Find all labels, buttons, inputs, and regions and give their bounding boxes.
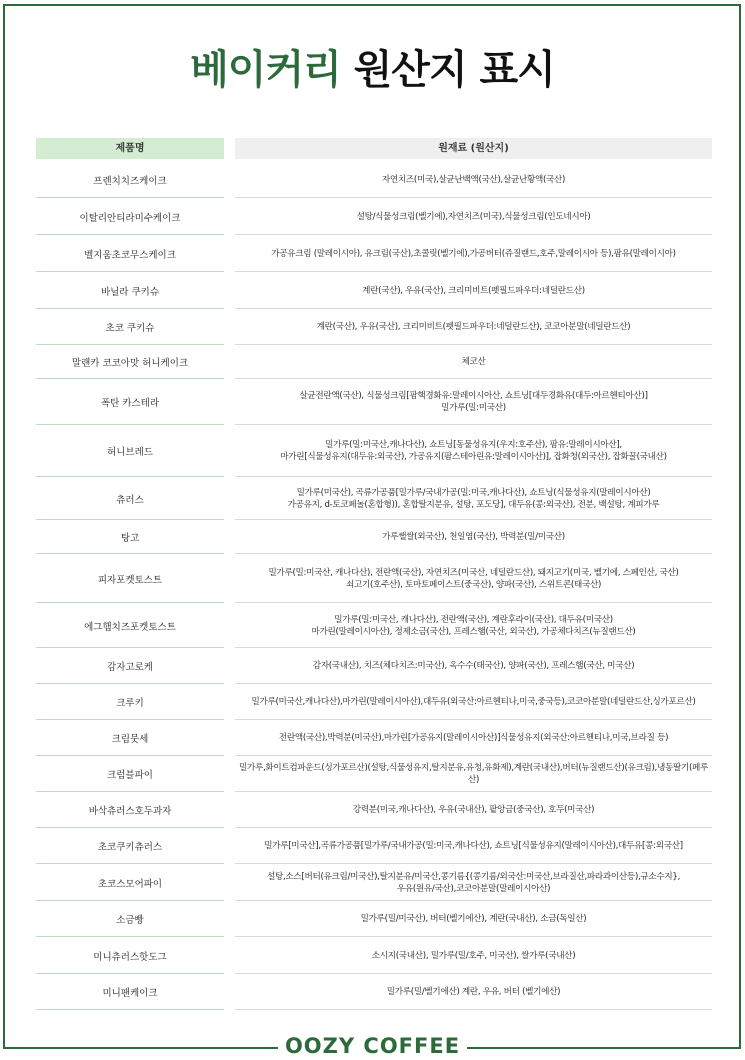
column-header-product-name: 제품명 bbox=[36, 138, 224, 159]
product-name-cell: 탕고 bbox=[36, 521, 224, 554]
table-row bbox=[36, 902, 712, 937]
column-header-ingredients: 원재료 (원산지) bbox=[235, 138, 712, 159]
ingredients-cell: 설탕/식물성크림(벨기에),자연치즈(미국),식물성크림(인도네시아) bbox=[235, 199, 712, 235]
product-name-cell: 벨지움초코무스케이크 bbox=[36, 236, 224, 272]
ingredients-cell: 가루쌜쌀(외국산), 천일염(국산), 박력분(밀/미국산) bbox=[235, 521, 712, 554]
ingredients-cell: 밀가루(밀/미국산), 버터(벨기에산), 계란(국내산), 소금(독일산) bbox=[235, 902, 712, 937]
product-name-cell: 바닐라 쿠키슈 bbox=[36, 273, 224, 309]
ingredients-cell: 밀가루(밀:미국산, 캐나다산), 전란액(국산), 계란후라이(국산), 대두유(미국산) 마가린(말레이시아산), 정제소금(국산), 프레스햄(국산, 외국산), 가공체다치즈(뉴질랜드산) bbox=[235, 604, 712, 648]
product-name-cell: 에그햄치즈포켓토스트 bbox=[36, 604, 224, 648]
product-name-cell: 피자포켓토스트 bbox=[36, 555, 224, 603]
product-name-cell: 크럼블파이 bbox=[36, 757, 224, 792]
table-row bbox=[36, 346, 712, 379]
product-name-cell: 폭탄 카스테라 bbox=[36, 380, 224, 425]
table-row bbox=[36, 310, 712, 345]
ingredients-cell: 전란액(국산),박력분(미국산),마가린[가공유지(말레이시아산)]식물성유지(외국산:아르헨티나,미국,브라질 등) bbox=[235, 721, 712, 756]
product-name-cell: 허니브레드 bbox=[36, 426, 224, 477]
product-name-cell: 말랜카 코코아맛 허니케이크 bbox=[36, 346, 224, 379]
ingredients-cell: 밀가루(미국산), 곡류가공품[밀가루/국내가공(밀:미국,캐나다산), 쇼트닝(식물성유지(말레이시아산) 가공유지, d-토코페놀(혼합형)), 혼합탈지분유, 설탕, 포도당], 대두유(콩:외국산), 전분, 백설탕, 계피가루 bbox=[235, 478, 712, 520]
table-row bbox=[36, 865, 712, 901]
ingredients-cell: 밀가루(밀:미국산,캐나다산), 쇼트닝[동물성유지(우지:호주산), 팜유:말레이시아산], 마가린[식물성유지(대두유:외국산), 가공유지(팜스테아린유:말레이시아산)], 잡화청(외국산), 잡화꿀(국내산) bbox=[235, 426, 712, 477]
ingredients-cell: 체코산 bbox=[235, 346, 712, 379]
product-name-cell: 크림뭇세 bbox=[36, 721, 224, 756]
table-row bbox=[36, 273, 712, 309]
table-row bbox=[36, 604, 712, 648]
ingredients-cell: 강력분(미국,캐나다산), 우유(국내산), 팥앙금(중국산), 호두(미국산) bbox=[235, 793, 712, 828]
table-row bbox=[36, 685, 712, 720]
product-name-cell: 바삭츄러스호두과자 bbox=[36, 793, 224, 828]
table-row bbox=[36, 478, 712, 520]
ingredients-cell: 자연치즈(미국),살균난백액(국산),살균난황액(국산) bbox=[235, 163, 712, 198]
product-name-cell: 초코스모어파이 bbox=[36, 865, 224, 901]
ingredients-cell: 가공유크림 (말레이시아), 유크림(국산),초콜릿(벨기에),가공버터(쥬질랜드,호주,말레이시아 등),팜유(말레이시아) bbox=[235, 236, 712, 272]
table-row bbox=[36, 236, 712, 272]
product-name-cell: 미니츄러스핫도그 bbox=[36, 938, 224, 974]
frame-bottom-border-right bbox=[467, 1047, 741, 1049]
product-name-cell: 프렌치치즈케이크 bbox=[36, 163, 224, 198]
table-row bbox=[36, 757, 712, 792]
table-row bbox=[36, 555, 712, 603]
table-row bbox=[36, 938, 712, 974]
page-title bbox=[0, 40, 745, 100]
ingredients-cell: 살균전란액(국산), 식물성크림[팜핵경화유:말레이시아산, 쇼트닝[대두경화유(대두:아르헨티아산)] 밀가루(밀:미국산) bbox=[235, 380, 712, 425]
product-name-cell: 츄러스 bbox=[36, 478, 224, 520]
table-row bbox=[36, 199, 712, 235]
product-name-cell: 초코쿠키츄러스 bbox=[36, 829, 224, 864]
product-name-cell: 크루키 bbox=[36, 685, 224, 720]
table-row bbox=[36, 426, 712, 477]
product-name-cell: 미니팬케이크 bbox=[36, 975, 224, 1010]
page-title-highlight: 베이커리 bbox=[190, 47, 341, 93]
product-name-cell: 감자고로케 bbox=[36, 649, 224, 684]
table-row bbox=[36, 649, 712, 684]
ingredients-cell: 밀가루(미국산,캐나다산),마가린(말레이시아산),대두유(외국산:아르헨티나,미국,중국등),코코아분말(네덜란드산,싱가포르산) bbox=[235, 685, 712, 720]
ingredients-cell: 밀가루[미국산],곡류가공품[밀가루/국내가공(밀:미국,캐나다산), 쇼트닝[식물성유지(말레이시아산),대두유[콩:외국산] bbox=[235, 829, 712, 864]
ingredients-cell: 감자(국내산), 치즈(체다치즈:미국산), 옥수수(태국산), 양파(국산), 프레스햄(국산, 미국산) bbox=[235, 649, 712, 684]
brand-logo-text: OOZY COFFEE bbox=[284, 1034, 461, 1058]
table-row bbox=[36, 380, 712, 425]
ingredients-cell: 밀가루(밀:미국산, 캐나다산), 전란액(국산), 자연치즈(미국산, 네덜란드산), 돼지고기(미국, 벨기에, 스페인산, 국산) 쇠고기(호주산), 토마토페이스트(중국산), 양파(국산), 스위트콘(태국산) bbox=[235, 555, 712, 603]
page-title-rest: 원산지 표시 bbox=[353, 47, 555, 93]
ingredients-cell: 밀가루,화이트컴파운드(싱가포르산)(설탕,식물성유지,탈지분유,유청,유화제),계란(국내산),버터(뉴질랜드산)(유크림),냉동딸기(페루산) bbox=[235, 757, 712, 792]
ingredients-cell: 계란(국산), 우유(국산), 크리미비트(펫필드파우더:네덜란드산) bbox=[235, 273, 712, 309]
frame-right-border bbox=[739, 4, 741, 1049]
table-row bbox=[36, 521, 712, 554]
frame-left-border bbox=[3, 4, 5, 1049]
product-name-cell: 초코 쿠키슈 bbox=[36, 310, 224, 345]
frame-top-border bbox=[3, 4, 741, 6]
table-row bbox=[36, 721, 712, 756]
ingredients-cell: 밀가루(밀/벨기에산) 계란, 우유, 버터 (벨기에산) bbox=[235, 975, 712, 1010]
table-row bbox=[36, 163, 712, 198]
table-row bbox=[36, 829, 712, 864]
product-name-cell: 소금빵 bbox=[36, 902, 224, 937]
table-row bbox=[36, 793, 712, 828]
ingredients-cell: 설탕,소스[버터(유크림/미국산),탈지분유/미국산,콩기름{(콩기름/외국산:미국산,브라질산,파라과이산등),규소수지}, 우유(원유/국산),코코아분말(말레이시아산) bbox=[235, 865, 712, 901]
table-row bbox=[36, 975, 712, 1010]
product-name-cell: 이탈리안티라미수케이크 bbox=[36, 199, 224, 235]
frame-bottom-border-left bbox=[3, 1047, 278, 1049]
ingredients-cell: 계란(국산), 우유(국산), 크리미비트(펫필드파우더:네덜란드산), 코코아분말(네덜란드산) bbox=[235, 310, 712, 345]
ingredients-cell: 소시지(국내산), 밀가루(밀/호주, 미국산), 쌀가루(국내산) bbox=[235, 938, 712, 974]
